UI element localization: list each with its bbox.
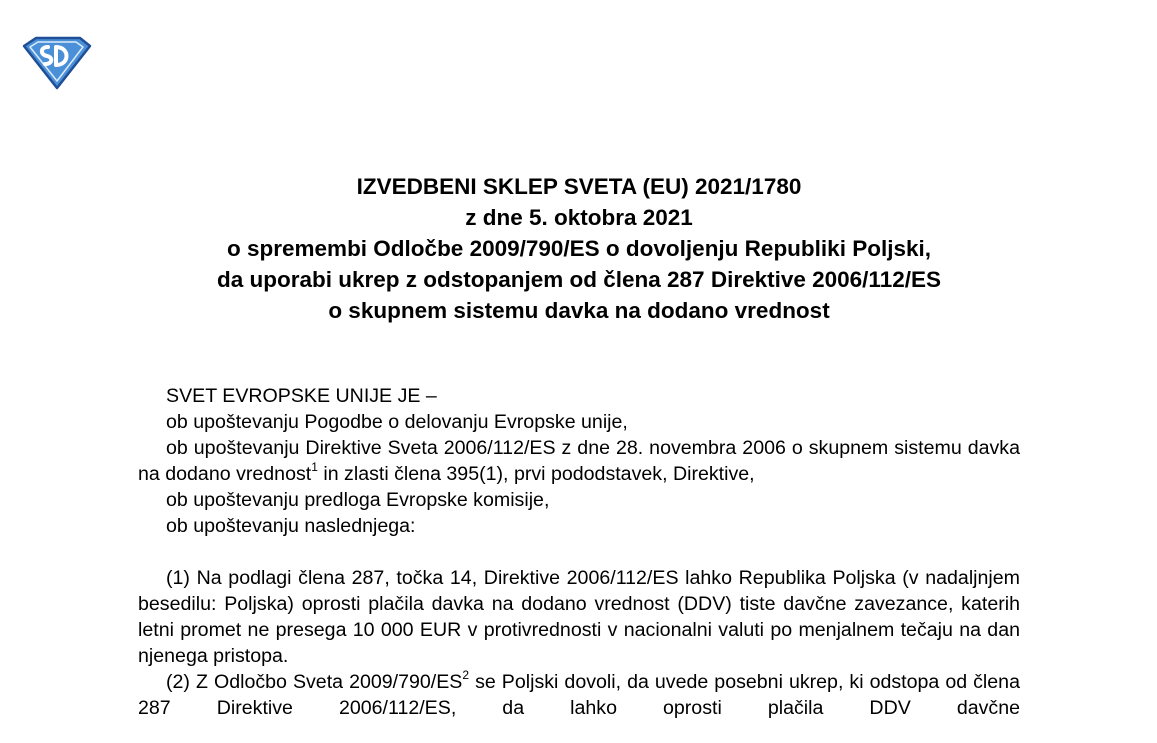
preamble-paragraph-2-text: ob upoštevanju Direktive Sveta 2006/112/ES z dne 28. novembra 2006 o skupnem sistemu davka na dodano vrednost bbox=[138, 437, 1020, 485]
footnote-ref-1: 1 bbox=[311, 460, 318, 474]
document-body bbox=[138, 383, 1020, 721]
preamble-paragraph-1: ob upoštevanju Pogodbe o delovanju Evropske unije, bbox=[166, 411, 628, 433]
title-line-3: o spremembi Odločbe 2009/790/ES o dovoljenju Republiki Poljski, bbox=[227, 236, 931, 261]
title-line-1: IZVEDBENI SKLEP SVETA (EU) 2021/1780 bbox=[356, 174, 802, 199]
recital-2 bbox=[138, 669, 1020, 721]
sd-shield-logo-icon bbox=[20, 34, 94, 90]
recital-1: (1) Na podlagi člena 287, točka 14, Direktive 2006/112/ES lahko Republika Poljska (v nadaljnjem besedilu: Poljska) oprosti plačila davka na dodano vrednost (DDV) tiste davčne zavezance, katerih letni promet ne presega 10 000 EUR v protivrednosti v nacionalni valuti po menjalnem tečaju na dan njenega pristopa. bbox=[138, 567, 1020, 667]
title-line-4: da uporabi ukrep z odstopanjem od člena 287 Direktive 2006/112/ES bbox=[216, 267, 942, 292]
paragraph-gap bbox=[138, 539, 1020, 565]
preamble-paragraph-3: ob upoštevanju predloga Evropske komisije, bbox=[166, 489, 550, 511]
preamble-paragraph-2-cont: in zlasti člena 395(1), prvi pododstavek, Direktive, bbox=[317, 463, 755, 485]
footnote-ref-2: 2 bbox=[462, 668, 470, 682]
preamble-paragraph-4: ob upoštevanju naslednjega: bbox=[166, 515, 416, 537]
recital-2-text: (2) Z Odločbo Sveta 2009/790/ES bbox=[166, 671, 463, 693]
recital-2-cont: se Poljski dovoli, da uvede posebni ukrep, ki odstopa od člena 287 Direktive 2006/112/ES, da lahko oprosti plačila DDV davčne bbox=[138, 671, 1020, 719]
preamble-intro: SVET EVROPSKE UNIJE JE – bbox=[166, 385, 437, 407]
title-line-5: o skupnem sistemu davka na dodano vrednost bbox=[328, 298, 830, 323]
preamble-paragraph-2 bbox=[138, 435, 1020, 487]
title-line-2: z dne 5. oktobra 2021 bbox=[465, 205, 693, 230]
document-title bbox=[130, 171, 1028, 326]
